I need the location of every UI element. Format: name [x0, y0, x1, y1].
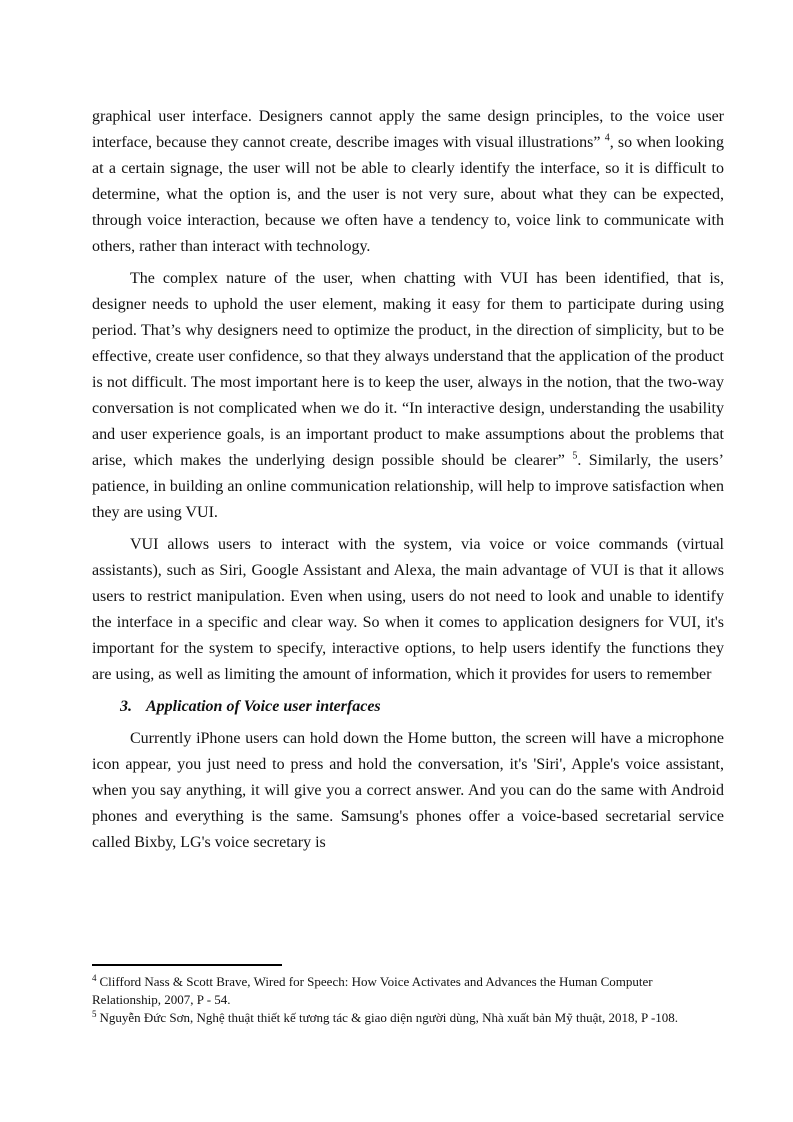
footnote-marker-5: 5: [92, 1008, 97, 1019]
paragraph-3: VUI allows users to interact with the system, via voice or voice commands (virtual assistants), such as Siri, Google Assistant and Alexa, the main advantage of VUI is that it allows users to restrict manipulation. Even when using, users do not need to look and unable to identify the interface in a specific and clear way. So when it comes to application designers for VUI, it's important for the system to specify, interactive options, to help users identify the functions they are using, as well as limiting the amount of information, which it provides for users to remember: [92, 536, 724, 683]
paragraph-1-text-before-ref: graphical user interface. Designers cannot apply the same design principles, to the voice user interface, because they cannot create, describe images with visual illustrations”: [92, 108, 724, 151]
footnote-item-5: [92, 1009, 724, 1027]
section-heading-title: Application of Voice user interfaces: [146, 698, 381, 715]
paragraph-2: [92, 266, 724, 526]
paragraph-1-text-after-ref: , so when looking at a certain signage, the user will not be able to clearly identify the interface, so it is difficult to determine, what the option is, and the user is not very sure, about what they can be expected, through voice interaction, because we often have a tendency to, voice link to communicate with others, rather than interact with technology.: [92, 134, 724, 255]
footnote-marker-4: 4: [92, 972, 97, 983]
footnote-item-4: [92, 973, 724, 1009]
footnote-ref-4: 4: [604, 132, 610, 144]
footnote-text-5: Nguyễn Đức Sơn, Nghệ thuật thiết kế tương tác & giao diện người dùng, Nhà xuất bản Mỹ thuật, 2018, P -108.: [99, 1010, 679, 1025]
section-heading-number: 3.: [120, 698, 132, 715]
paragraph-2-text-before-ref: The complex nature of the user, when chatting with VUI has been identified, that is, designer needs to uphold the user element, making it easy for them to participate during using period. That’s why designers need to optimize the product, in the direction of simplicity, but to be effective, create user confidence, so that they always understand that the application of the product is not difficult. The most important here is to keep the user, always in the notion, that the two-way conversation is not complicated when we do it. “In interactive design, understanding the usability and user experience goals, is an important product to make assumptions about the problems that arise, which makes the underlying design possible should be clearer”: [92, 270, 724, 469]
paragraph-4: Currently iPhone users can hold down the Home button, the screen will have a microphone icon appear, you just need to press and hold the conversation, it's 'Siri', Apple's voice assistant, when you say anything, it will give you a correct answer. And you can do the same with Android phones and everything is the same. Samsung's phones offer a voice-based secretarial service called Bixby, LG's voice secretary is: [92, 730, 724, 851]
section-heading: [92, 694, 724, 720]
paragraph-1: [92, 104, 724, 260]
paragraph-2-text-after-ref: . Similarly, the users’ patience, in building an online communication relationship, will help to improve satisfaction when they are using VUI.: [92, 452, 724, 521]
footnote-ref-5: 5: [572, 450, 578, 462]
footnote-separator-rule: [92, 964, 282, 966]
footnote-area: [92, 964, 724, 1027]
footnote-text-4: Clifford Nass & Scott Brave, Wired for Speech: How Voice Activates and Advances the Human Computer Relationship, 2007, P - 54.: [92, 974, 653, 1007]
body-text: [92, 104, 724, 862]
